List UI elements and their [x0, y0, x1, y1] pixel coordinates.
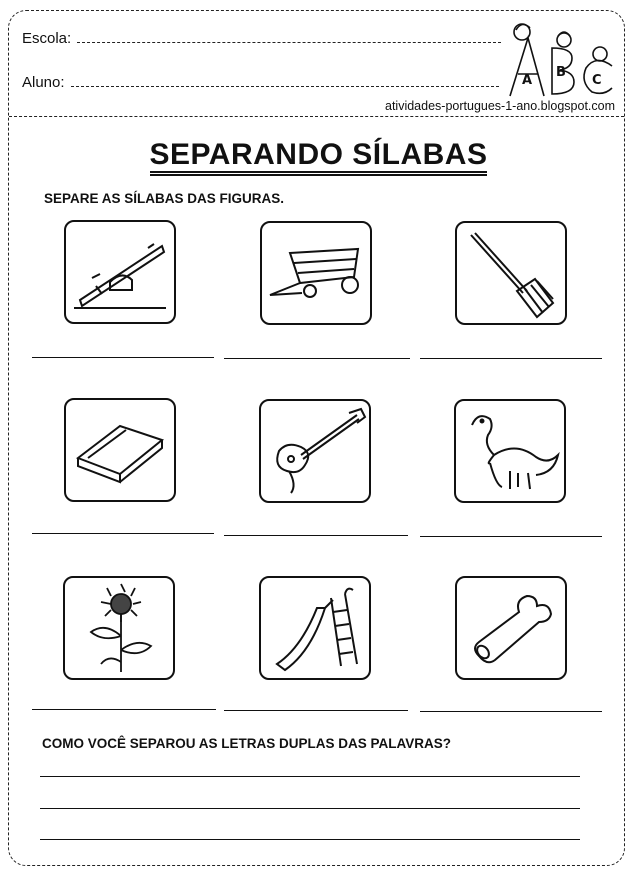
picture-card-cart — [260, 221, 372, 325]
answer-line-8[interactable] — [224, 710, 408, 711]
sunflower-icon — [65, 578, 173, 678]
school-line[interactable] — [77, 41, 501, 43]
page-title — [0, 138, 637, 176]
answer-line-4[interactable] — [32, 533, 214, 534]
picture-card-seesaw — [64, 220, 176, 324]
answer-line-7[interactable] — [32, 709, 216, 710]
eraser-icon — [66, 400, 174, 500]
bone-icon — [457, 578, 565, 678]
abc-kids-logo — [500, 18, 620, 100]
school-label: Escola: — [22, 30, 72, 47]
dinosaur-icon — [456, 401, 564, 501]
school-field[interactable] — [22, 30, 501, 47]
answer-line-9[interactable] — [420, 711, 602, 712]
picture-card-eraser — [64, 398, 176, 502]
writing-line-2[interactable] — [40, 808, 580, 809]
picture-card-bone — [455, 576, 567, 680]
instruction-text: SEPARE AS SÍLABAS DAS FIGURAS. — [44, 191, 285, 206]
answer-line-2[interactable] — [224, 358, 410, 359]
seesaw-icon — [66, 222, 174, 322]
logo-letter-c: C — [592, 73, 602, 88]
writing-line-1[interactable] — [40, 776, 580, 777]
picture-card-sunflower — [63, 576, 175, 680]
picture-card-broom — [455, 221, 567, 325]
picture-card-dinosaur — [454, 399, 566, 503]
picture-card-slide — [259, 576, 371, 680]
logo-letter-a: A — [522, 73, 533, 88]
logo-letter-b: B — [556, 65, 566, 80]
student-line[interactable] — [71, 85, 499, 87]
question-text: COMO VOCÊ SEPAROU AS LETRAS DUPLAS DAS PALAVRAS? — [42, 736, 452, 751]
answer-line-6[interactable] — [420, 536, 602, 537]
slide-icon — [261, 578, 369, 678]
cart-icon — [262, 223, 370, 323]
student-field[interactable] — [22, 74, 499, 91]
website-text: atividades-portugues-1-ano.blogspot.com — [385, 99, 615, 113]
page-title-text: SEPARANDO SÍLABAS — [150, 140, 488, 176]
student-label: Aluno: — [22, 74, 65, 91]
answer-line-3[interactable] — [420, 358, 602, 359]
broom-icon — [457, 223, 565, 323]
answer-line-1[interactable] — [32, 357, 214, 358]
header-divider — [9, 116, 624, 117]
answer-line-5[interactable] — [224, 535, 408, 536]
guitar-icon — [261, 401, 369, 501]
picture-card-guitar — [259, 399, 371, 503]
writing-line-3[interactable] — [40, 839, 580, 840]
